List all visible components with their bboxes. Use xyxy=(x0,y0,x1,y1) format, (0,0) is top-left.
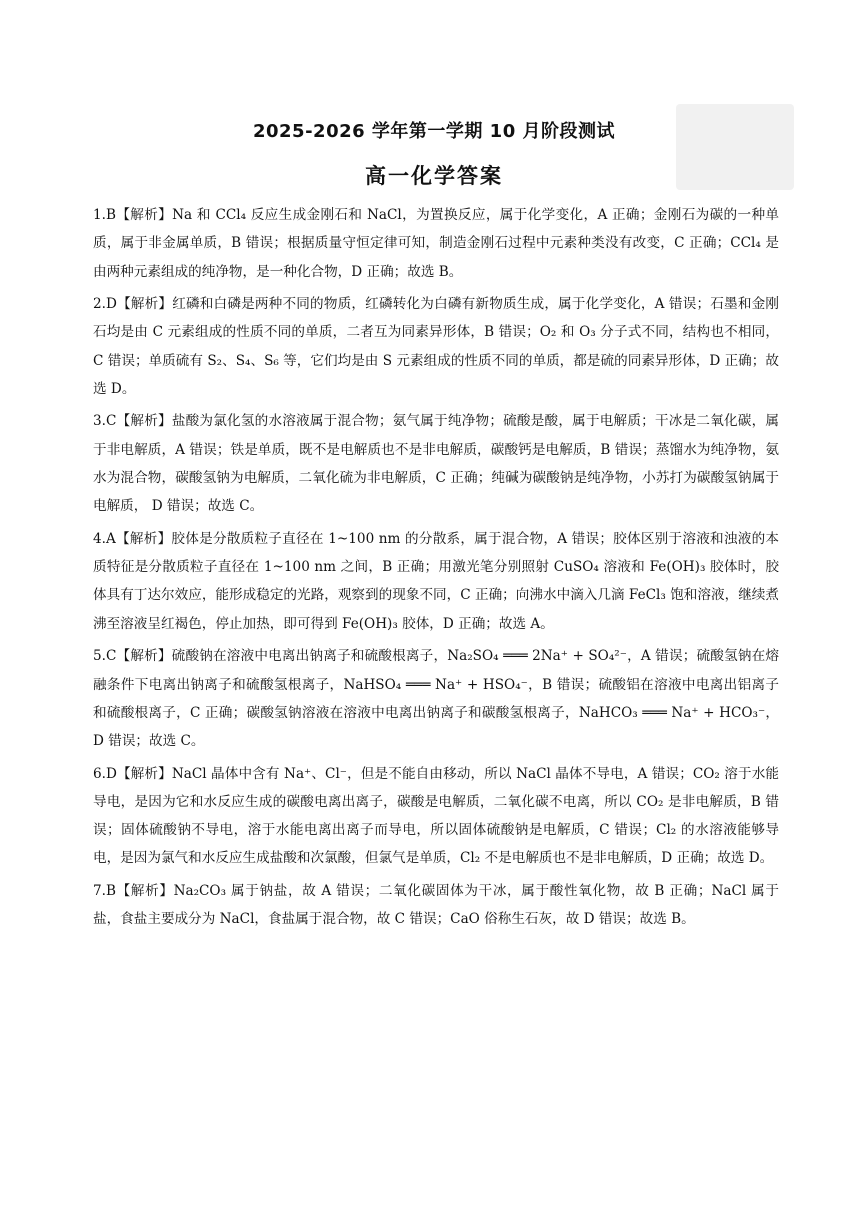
answer-item-5 xyxy=(93,642,779,755)
exam-subtitle: 高一化学答案 xyxy=(365,164,503,188)
answer-item-1 xyxy=(93,201,779,286)
answer-choice: 3.C xyxy=(93,413,117,430)
answer-choice: 4.A xyxy=(93,530,116,547)
answer-item-7 xyxy=(93,877,779,934)
answer-item-3 xyxy=(93,407,779,520)
answer-explanation: 胶体是分散质粒子直径在 1~100 nm 的分散系，属于混合物，A 错误；胶体区别于溶液和浊液的本质特征是分散质粒子直径在 1~100 nm 之间，B 正确；用激光笔分别照射 CuSO₄ 溶液和 Fe(OH)₃ 胶体时，胶体具有丁达尔效应，能形成稳定的光路，观察到的现象不同，C 正确；向沸水中滴入几滴 FeCl₃ 饱和溶液，继续煮沸至溶液呈红褐色，停止加热，即可得到 Fe(OH)₃ 胶体，D 正确；故选 A。 xyxy=(93,530,780,632)
analysis-tag: 【解析】 xyxy=(116,648,172,665)
analysis-tag: 【解析】 xyxy=(116,765,172,782)
answer-item-6 xyxy=(93,760,779,873)
answer-choice: 7.B xyxy=(93,882,116,899)
analysis-tag: 【解析】 xyxy=(116,413,172,430)
analysis-tag: 【解析】 xyxy=(115,530,172,547)
analysis-tag: 【解析】 xyxy=(116,296,173,313)
answer-explanation: NaCl 晶体中含有 Na⁺、Cl⁻，但是不能自由移动，所以 NaCl 晶体不导电，A 错误；CO₂ 溶于水能导电，是因为它和水反应生成的碳酸电离出离子，碳酸是电解质，二氧化碳不电离，所以 CO₂ 是非电解质，B 错误；固体硫酸钠不导电，溶于水能电离出离子而导电，所以固体硫酸钠是电解质，C 错误；Cl₂ 的水溶液能够导电，是因为氯气和水反应生成盐酸和次氯酸，但氯气是单质，Cl₂ 不是电解质也不是非电解质，D 正确；故选 D。 xyxy=(93,765,779,867)
answer-choice: 1.B xyxy=(93,207,116,223)
answer-explanation: 盐酸为氯化氢的水溶液属于混合物；氨气属于纯净物；硫酸是酸，属于电解质；干冰是二氧化碳，属于非电解质，A 错误；铁是单质，既不是电解质也不是非电解质，碳酸钙是电解质，B 错误；蒸馏水为纯净物，氨水为混合物，碳酸氢钠为电解质，二氧化硫为非电解质，C 正确；纯碱为碳酸钠是纯净物，小苏打为碳酸氢钠属于电解质， D 错误；故选 C。 xyxy=(93,413,780,515)
answer-explanation: 红磷和白磷是两种不同的物质，红磷转化为白磷有新物质生成，属于化学变化，A 错误；石墨和金刚石均是由 C 元素组成的性质不同的单质，二者互为同素异形体，B 错误；O₂ 和 O₃ 分子式不同，结构也不相同，C 错误；单质硫有 S₂、S₄、S₆ 等，它们均是由 S 元素组成的性质不同的单质，都是硫的同素异形体，D 正确；故选 D。 xyxy=(93,296,780,397)
answer-explanation: 硫酸钠在溶液中电离出钠离子和硫酸根离子，Na₂SO₄ ═══ 2Na⁺ + SO₄²⁻，A 错误；硫酸氢钠在熔融条件下电离出钠离子和硫酸氢根离子，NaHSO₄ ═══ Na⁺ + HSO₄⁻，B 错误；硫酸铝在溶液中电离出铝离子和硫酸根离子，C 正确；碳酸氢钠溶液在溶液中电离出钠离子和碳酸氢根离子，NaHCO₃ ═══ Na⁺ + HCO₃⁻，D 错误；故选 C。 xyxy=(93,648,779,750)
answer-choice: 2.D xyxy=(93,296,117,313)
analysis-tag: 【解析】 xyxy=(115,207,173,223)
answer-item-2 xyxy=(93,290,779,403)
answers-list xyxy=(93,201,779,938)
analysis-tag: 【解析】 xyxy=(115,882,174,899)
exam-title: 2025-2026 学年第一学期 10 月阶段测试 xyxy=(252,121,615,142)
answer-explanation: Na 和 CCl₄ 反应生成金刚石和 NaCl，为置换反应，属于化学变化，A 正确；金刚石为碳的一种单质，属于非金属单质，B 错误；根据质量守恒定律可知，制造金刚石过程中元素种类没有改变，C 正确；CCl₄ 是由两种元素组成的纯净物，是一种化合物，D 正确；故选 B。 xyxy=(93,207,780,280)
answer-choice: 5.C xyxy=(93,648,117,665)
answer-item-4 xyxy=(93,525,779,638)
answer-explanation: Na₂CO₃ 属于钠盐，故 A 错误；二氧化碳固体为干冰，属于酸性氧化物，故 B 正确；NaCl 属于盐，食盐主要成分为 NaCl，食盐属于混合物，故 C 错误；CaO 俗称生石灰，故 D 错误；故选 B。 xyxy=(93,882,780,928)
answer-choice: 6.D xyxy=(93,765,117,782)
